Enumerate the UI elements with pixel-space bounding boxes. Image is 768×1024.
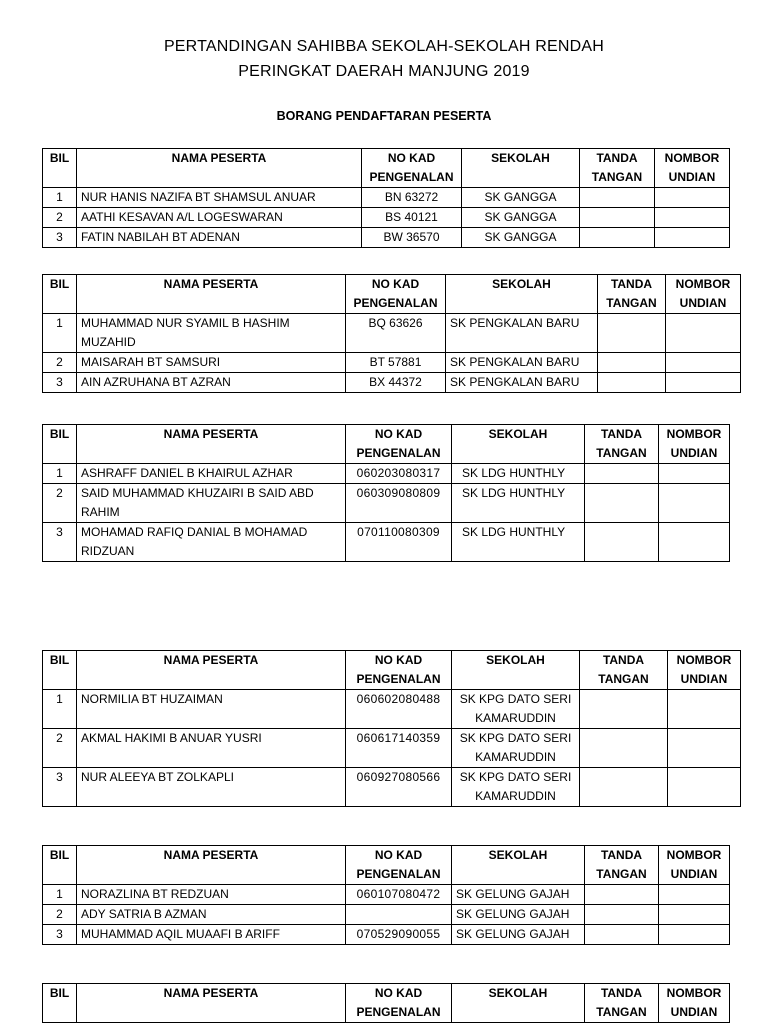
- cell-nama: AKMAL HAKIMI B ANUAR YUSRI: [77, 729, 346, 768]
- cell-nama: FATIN NABILAH BT ADENAN: [77, 228, 362, 248]
- table-header-row: [43, 275, 741, 314]
- registration-table: [42, 424, 730, 562]
- table-row: [43, 729, 741, 768]
- header-sekolah: SEKOLAH: [452, 425, 585, 464]
- header-bil: BIL: [43, 425, 77, 464]
- header-nama: NAMA PESERTA: [77, 425, 346, 464]
- header-kad: NO KAD PENGENALAN: [346, 275, 446, 314]
- cell-nombor-undian[interactable]: [659, 905, 730, 925]
- header-tanda-tangan: TANDA TANGAN: [585, 984, 659, 1023]
- header-kad: NO KAD PENGENALAN: [346, 846, 452, 885]
- header-sekolah: SEKOLAH: [462, 149, 580, 188]
- cell-sekolah: SK PENGKALAN BARU: [446, 314, 598, 353]
- table-row: [43, 690, 741, 729]
- cell-nombor-undian[interactable]: [655, 188, 730, 208]
- header-nombor-undian: NOMBOR UNDIAN: [655, 149, 730, 188]
- cell-kad: BS 40121: [362, 208, 462, 228]
- table-row: [43, 905, 730, 925]
- header-kad: NO KAD PENGENALAN: [346, 984, 452, 1023]
- cell-tanda-tangan[interactable]: [580, 729, 668, 768]
- form-title: BORANG PENDAFTARAN PESERTA: [276, 109, 492, 123]
- table-row: [43, 314, 741, 353]
- cell-sekolah: SK GELUNG GAJAH: [452, 905, 585, 925]
- cell-tanda-tangan[interactable]: [585, 905, 659, 925]
- cell-kad: 070110080309: [346, 523, 452, 562]
- table-row: [43, 885, 730, 905]
- cell-kad: 060107080472: [346, 885, 452, 905]
- table-header-row: [43, 651, 741, 690]
- cell-nombor-undian[interactable]: [666, 314, 741, 353]
- table-row: [43, 768, 741, 807]
- cell-kad: 060927080566: [346, 768, 452, 807]
- cell-nombor-undian[interactable]: [668, 768, 741, 807]
- cell-nama: AIN AZRUHANA BT AZRAN: [77, 373, 346, 393]
- header-nama: NAMA PESERTA: [77, 149, 362, 188]
- cell-bil: 3: [43, 925, 77, 945]
- cell-tanda-tangan[interactable]: [598, 353, 666, 373]
- cell-nama: ASHRAFF DANIEL B KHAIRUL AZHAR: [77, 464, 346, 484]
- cell-nombor-undian[interactable]: [668, 690, 741, 729]
- cell-bil: 3: [43, 768, 77, 807]
- cell-tanda-tangan[interactable]: [580, 208, 655, 228]
- cell-bil: 3: [43, 228, 77, 248]
- cell-bil: 1: [43, 464, 77, 484]
- cell-tanda-tangan[interactable]: [580, 188, 655, 208]
- cell-kad: BX 44372: [346, 373, 446, 393]
- cell-nombor-undian[interactable]: [659, 925, 730, 945]
- cell-sekolah: SK GANGGA: [462, 228, 580, 248]
- cell-nama: MOHAMAD RAFIQ DANIAL B MOHAMAD RIDZUAN: [77, 523, 346, 562]
- cell-bil: 1: [43, 885, 77, 905]
- cell-tanda-tangan[interactable]: [580, 690, 668, 729]
- cell-nombor-undian[interactable]: [666, 353, 741, 373]
- table-row: [43, 373, 741, 393]
- table-row: [43, 523, 730, 562]
- table-row: [43, 484, 730, 523]
- table-row: [43, 188, 730, 208]
- registration-table: [42, 148, 730, 248]
- table-row: [43, 208, 730, 228]
- cell-tanda-tangan[interactable]: [598, 373, 666, 393]
- header-sekolah: SEKOLAH: [452, 651, 580, 690]
- header-tanda-tangan: TANDA TANGAN: [585, 846, 659, 885]
- cell-kad: BQ 63626: [346, 314, 446, 353]
- cell-bil: 2: [43, 905, 77, 925]
- cell-nama: MUHAMMAD AQIL MUAAFI B ARIFF: [77, 925, 346, 945]
- cell-kad: 060617140359: [346, 729, 452, 768]
- cell-nama: NUR ALEEYA BT ZOLKAPLI: [77, 768, 346, 807]
- document-subtitle: PERINGKAT DAERAH MANJUNG 2019: [238, 63, 530, 80]
- cell-nombor-undian[interactable]: [655, 208, 730, 228]
- cell-nama: MAISARAH BT SAMSURI: [77, 353, 346, 373]
- header-kad: NO KAD PENGENALAN: [346, 651, 452, 690]
- header-kad: NO KAD PENGENALAN: [346, 425, 452, 464]
- cell-sekolah: SK GANGGA: [462, 208, 580, 228]
- table-row: [43, 353, 741, 373]
- header-nama: NAMA PESERTA: [77, 651, 346, 690]
- cell-kad: BW 36570: [362, 228, 462, 248]
- cell-nama: NORAZLINA BT REDZUAN: [77, 885, 346, 905]
- registration-table: [42, 274, 741, 393]
- cell-bil: 3: [43, 373, 77, 393]
- header-nama: NAMA PESERTA: [77, 846, 346, 885]
- cell-bil: 1: [43, 690, 77, 729]
- cell-kad: BN 63272: [362, 188, 462, 208]
- cell-sekolah: SK GELUNG GAJAH: [452, 885, 585, 905]
- registration-table: [42, 845, 730, 945]
- header-nombor-undian: NOMBOR UNDIAN: [659, 846, 730, 885]
- cell-bil: 2: [43, 353, 77, 373]
- cell-bil: 3: [43, 523, 77, 562]
- header-tanda-tangan: TANDA TANGAN: [580, 149, 655, 188]
- header-nama: NAMA PESERTA: [77, 984, 346, 1023]
- cell-tanda-tangan[interactable]: [585, 523, 659, 562]
- table-header-row: [43, 846, 730, 885]
- cell-nama: NORMILIA BT HUZAIMAN: [77, 690, 346, 729]
- cell-sekolah: SK LDG HUNTHLY: [452, 523, 585, 562]
- cell-bil: 2: [43, 208, 77, 228]
- cell-bil: 1: [43, 314, 77, 353]
- header-sekolah: SEKOLAH: [446, 275, 598, 314]
- cell-tanda-tangan[interactable]: [585, 484, 659, 523]
- table-row: [43, 925, 730, 945]
- cell-tanda-tangan[interactable]: [580, 228, 655, 248]
- cell-nombor-undian[interactable]: [659, 464, 730, 484]
- cell-nombor-undian[interactable]: [659, 885, 730, 905]
- cell-sekolah: SK PENGKALAN BARU: [446, 353, 598, 373]
- cell-kad: 060602080488: [346, 690, 452, 729]
- header-nombor-undian: NOMBOR UNDIAN: [666, 275, 741, 314]
- header-nama: NAMA PESERTA: [77, 275, 346, 314]
- header-bil: BIL: [43, 651, 77, 690]
- cell-nombor-undian[interactable]: [659, 523, 730, 562]
- header-sekolah: SEKOLAH: [452, 984, 585, 1023]
- table-header-row: [43, 149, 730, 188]
- cell-nama: SAID MUHAMMAD KHUZAIRI B SAID ABD RAHIM: [77, 484, 346, 523]
- header-bil: BIL: [43, 984, 77, 1023]
- cell-kad: [346, 905, 452, 925]
- registration-table: [42, 983, 730, 1023]
- table-row: [43, 228, 730, 248]
- table-header-row: [43, 425, 730, 464]
- cell-kad: 070529090055: [346, 925, 452, 945]
- document-title: PERTANDINGAN SAHIBBA SEKOLAH-SEKOLAH RENDAH: [163, 38, 605, 55]
- header-kad: NO KAD PENGENALAN: [362, 149, 462, 188]
- cell-tanda-tangan[interactable]: [585, 885, 659, 905]
- table-row: [43, 464, 730, 484]
- cell-kad: 060309080809: [346, 484, 452, 523]
- cell-tanda-tangan[interactable]: [598, 314, 666, 353]
- header-nombor-undian: NOMBOR UNDIAN: [668, 651, 741, 690]
- cell-nombor-undian[interactable]: [659, 484, 730, 523]
- header-tanda-tangan: TANDA TANGAN: [598, 275, 666, 314]
- cell-kad: 060203080317: [346, 464, 452, 484]
- header-sekolah: SEKOLAH: [452, 846, 585, 885]
- header-tanda-tangan: TANDA TANGAN: [580, 651, 668, 690]
- cell-nama: NUR HANIS NAZIFA BT SHAMSUL ANUAR: [77, 188, 362, 208]
- header-bil: BIL: [43, 149, 77, 188]
- cell-sekolah: SK GANGGA: [462, 188, 580, 208]
- cell-bil: 2: [43, 729, 77, 768]
- cell-sekolah: SK KPG DATO SERI KAMARUDDIN: [452, 768, 580, 807]
- header-nombor-undian: NOMBOR UNDIAN: [659, 984, 730, 1023]
- cell-nama: AATHI KESAVAN A/L LOGESWARAN: [77, 208, 362, 228]
- registration-table: [42, 650, 741, 807]
- cell-nombor-undian[interactable]: [655, 228, 730, 248]
- cell-bil: 1: [43, 188, 77, 208]
- header-bil: BIL: [43, 846, 77, 885]
- header-nombor-undian: NOMBOR UNDIAN: [659, 425, 730, 464]
- header-tanda-tangan: TANDA TANGAN: [585, 425, 659, 464]
- cell-tanda-tangan[interactable]: [580, 768, 668, 807]
- cell-sekolah: SK KPG DATO SERI KAMARUDDIN: [452, 729, 580, 768]
- cell-tanda-tangan[interactable]: [585, 925, 659, 945]
- cell-nama: ADY SATRIA B AZMAN: [77, 905, 346, 925]
- header-bil: BIL: [43, 275, 77, 314]
- cell-sekolah: SK PENGKALAN BARU: [446, 373, 598, 393]
- table-header-row: [43, 984, 730, 1023]
- cell-nombor-undian[interactable]: [666, 373, 741, 393]
- cell-nombor-undian[interactable]: [668, 729, 741, 768]
- cell-sekolah: SK LDG HUNTHLY: [452, 464, 585, 484]
- cell-kad: BT 57881: [346, 353, 446, 373]
- cell-tanda-tangan[interactable]: [585, 464, 659, 484]
- cell-sekolah: SK KPG DATO SERI KAMARUDDIN: [452, 690, 580, 729]
- cell-sekolah: SK GELUNG GAJAH: [452, 925, 585, 945]
- cell-sekolah: SK LDG HUNTHLY: [452, 484, 585, 523]
- cell-bil: 2: [43, 484, 77, 523]
- cell-nama: MUHAMMAD NUR SYAMIL B HASHIM MUZAHID: [77, 314, 346, 353]
